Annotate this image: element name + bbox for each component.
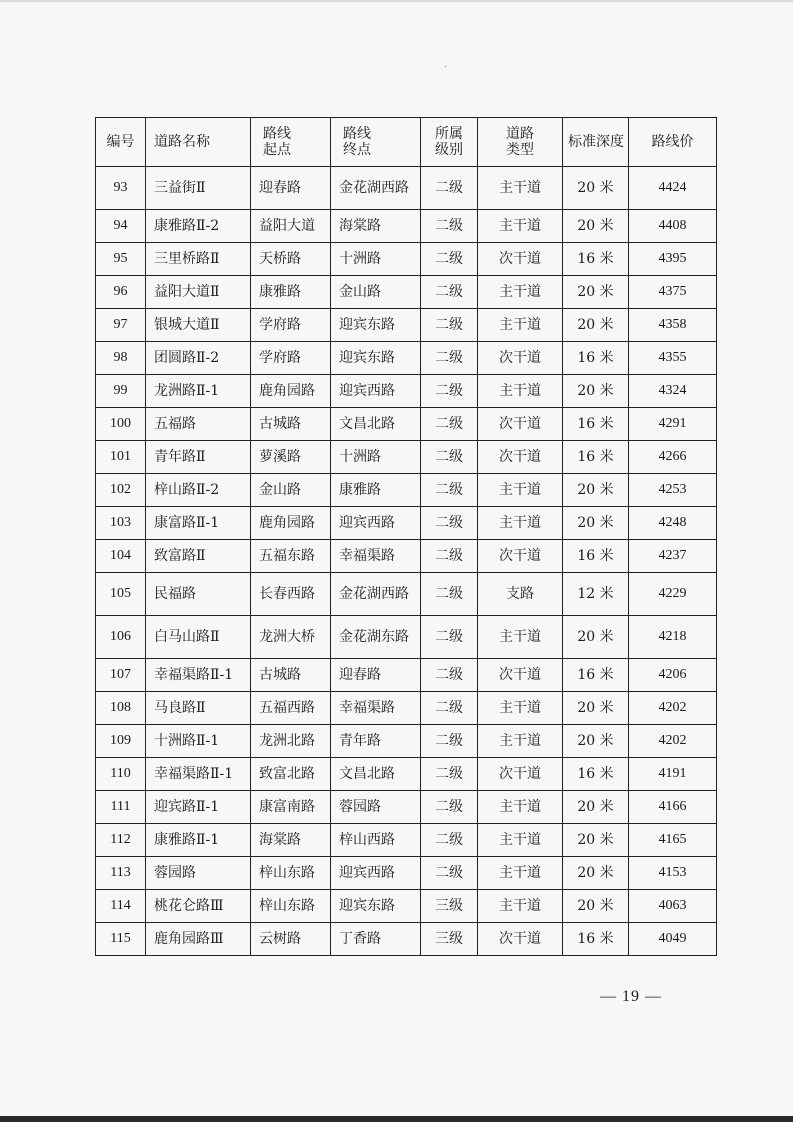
road-price-table [95,117,717,956]
table-row [96,243,717,276]
header-level-text: 所属级别 [435,126,463,158]
cell-standard-depth: 16 米 [563,758,629,791]
cell-number: 109 [96,725,146,758]
cell-number: 114 [96,890,146,923]
cell-level: 二级 [421,573,478,616]
cell-level: 二级 [421,824,478,857]
cell-start-point: 云树路 [251,923,331,956]
cell-route-price: 4166 [629,791,717,824]
cell-standard-depth: 20 米 [563,692,629,725]
cell-road-name: 十洲路Ⅱ-1 [146,725,251,758]
cell-start-point: 学府路 [251,309,331,342]
cell-start-point: 天桥路 [251,243,331,276]
cell-end-point: 文昌北路 [331,408,421,441]
cell-start-point: 古城路 [251,659,331,692]
cell-route-price: 4229 [629,573,717,616]
cell-level: 二级 [421,167,478,210]
table-row [96,725,717,758]
cell-road-name: 益阳大道Ⅱ [146,276,251,309]
cell-road-type: 主干道 [478,474,563,507]
cell-number: 95 [96,243,146,276]
cell-road-name: 鹿角园路Ⅲ [146,923,251,956]
table-row [96,408,717,441]
cell-road-type: 次干道 [478,408,563,441]
header-end-point [331,118,421,167]
table-row [96,692,717,725]
cell-end-point: 丁香路 [331,923,421,956]
cell-end-point: 迎宾东路 [331,890,421,923]
cell-start-point: 金山路 [251,474,331,507]
cell-end-point: 幸福渠路 [331,692,421,725]
cell-level: 二级 [421,791,478,824]
cell-standard-depth: 20 米 [563,309,629,342]
cell-level: 二级 [421,243,478,276]
cell-start-point: 古城路 [251,408,331,441]
cell-road-name: 梓山路Ⅱ-2 [146,474,251,507]
cell-route-price: 4408 [629,210,717,243]
cell-start-point: 五福东路 [251,540,331,573]
header-start-point [251,118,331,167]
cell-level: 二级 [421,725,478,758]
cell-level: 二级 [421,309,478,342]
cell-number: 101 [96,441,146,474]
cell-end-point: 迎宾东路 [331,342,421,375]
cell-road-name: 三益街Ⅱ [146,167,251,210]
cell-road-name: 幸福渠路Ⅱ-1 [146,758,251,791]
cell-standard-depth: 16 米 [563,243,629,276]
cell-road-name: 青年路Ⅱ [146,441,251,474]
cell-number: 97 [96,309,146,342]
cell-start-point: 海棠路 [251,824,331,857]
table-row [96,375,717,408]
cell-start-point: 康富南路 [251,791,331,824]
header-standard-depth-text: 标准深度 [568,134,624,150]
cell-route-price: 4266 [629,441,717,474]
header-road-type-text: 道路类型 [506,126,534,158]
cell-number: 115 [96,923,146,956]
cell-route-price: 4291 [629,408,717,441]
cell-level: 二级 [421,659,478,692]
cell-number: 108 [96,692,146,725]
cell-number: 100 [96,408,146,441]
road-price-table-container [95,117,716,956]
cell-start-point: 梓山东路 [251,890,331,923]
cell-standard-depth: 16 米 [563,540,629,573]
cell-road-type: 次干道 [478,243,563,276]
cell-road-type: 主干道 [478,210,563,243]
cell-number: 96 [96,276,146,309]
cell-route-price: 4191 [629,758,717,791]
cell-end-point: 迎宾西路 [331,857,421,890]
cell-standard-depth: 20 米 [563,507,629,540]
cell-number: 105 [96,573,146,616]
cell-standard-depth: 16 米 [563,408,629,441]
cell-end-point: 迎宾东路 [331,309,421,342]
cell-number: 94 [96,210,146,243]
cell-start-point: 梓山东路 [251,857,331,890]
cell-route-price: 4049 [629,923,717,956]
cell-standard-depth: 20 米 [563,890,629,923]
header-standard-depth [563,118,629,167]
cell-road-name: 民福路 [146,573,251,616]
table-row [96,616,717,659]
table-row [96,573,717,616]
table-row [96,824,717,857]
table-row [96,276,717,309]
cell-number: 103 [96,507,146,540]
cell-start-point: 鹿角园路 [251,375,331,408]
cell-end-point: 十洲路 [331,441,421,474]
scan-speck [445,66,446,67]
cell-end-point: 文昌北路 [331,758,421,791]
cell-level: 二级 [421,210,478,243]
cell-end-point: 迎宾西路 [331,507,421,540]
cell-standard-depth: 16 米 [563,342,629,375]
cell-road-name: 龙洲路Ⅱ-1 [146,375,251,408]
table-row [96,791,717,824]
header-start-point-text: 路线起点 [263,126,291,158]
cell-end-point: 金花湖东路 [331,616,421,659]
cell-road-name: 马良路Ⅱ [146,692,251,725]
cell-route-price: 4253 [629,474,717,507]
cell-level: 二级 [421,507,478,540]
cell-level: 二级 [421,441,478,474]
table-row [96,167,717,210]
cell-number: 93 [96,167,146,210]
cell-road-name: 蓉园路 [146,857,251,890]
cell-road-name: 团圆路Ⅱ-2 [146,342,251,375]
cell-end-point: 迎宾西路 [331,375,421,408]
cell-number: 104 [96,540,146,573]
cell-standard-depth: 16 米 [563,659,629,692]
page-edge-bottom [0,1116,793,1122]
cell-road-type: 次干道 [478,923,563,956]
cell-standard-depth: 12 米 [563,573,629,616]
cell-end-point: 金山路 [331,276,421,309]
cell-level: 二级 [421,758,478,791]
cell-number: 106 [96,616,146,659]
cell-road-type: 次干道 [478,342,563,375]
cell-standard-depth: 16 米 [563,923,629,956]
header-number: 编号 [96,118,146,167]
cell-standard-depth: 20 米 [563,474,629,507]
cell-road-name: 迎宾路Ⅱ-1 [146,791,251,824]
cell-number: 107 [96,659,146,692]
table-row [96,857,717,890]
cell-level: 二级 [421,692,478,725]
cell-route-price: 4424 [629,167,717,210]
cell-start-point: 鹿角园路 [251,507,331,540]
table-row [96,342,717,375]
cell-road-type: 主干道 [478,890,563,923]
cell-start-point: 迎春路 [251,167,331,210]
cell-route-price: 4358 [629,309,717,342]
cell-standard-depth: 20 米 [563,857,629,890]
cell-end-point: 青年路 [331,725,421,758]
cell-road-type: 主干道 [478,616,563,659]
table-row [96,540,717,573]
cell-start-point: 康雅路 [251,276,331,309]
cell-route-price: 4202 [629,725,717,758]
cell-level: 二级 [421,540,478,573]
cell-level: 三级 [421,923,478,956]
cell-route-price: 4395 [629,243,717,276]
table-row [96,210,717,243]
cell-road-type: 主干道 [478,791,563,824]
cell-road-type: 主干道 [478,857,563,890]
cell-road-name: 康雅路Ⅱ-2 [146,210,251,243]
cell-standard-depth: 20 米 [563,824,629,857]
cell-end-point: 梓山西路 [331,824,421,857]
header-level [421,118,478,167]
cell-start-point: 长春西路 [251,573,331,616]
page-edge-top [0,0,793,2]
cell-road-type: 主干道 [478,824,563,857]
cell-level: 二级 [421,857,478,890]
cell-end-point: 蓉园路 [331,791,421,824]
cell-start-point: 学府路 [251,342,331,375]
cell-start-point: 益阳大道 [251,210,331,243]
cell-road-type: 次干道 [478,540,563,573]
cell-route-price: 4355 [629,342,717,375]
cell-route-price: 4237 [629,540,717,573]
cell-number: 98 [96,342,146,375]
cell-road-type: 主干道 [478,375,563,408]
cell-level: 二级 [421,342,478,375]
cell-route-price: 4375 [629,276,717,309]
cell-road-name: 银城大道Ⅱ [146,309,251,342]
cell-standard-depth: 20 米 [563,210,629,243]
cell-level: 三级 [421,890,478,923]
cell-route-price: 4218 [629,616,717,659]
header-road-name: 道路名称 [146,118,251,167]
cell-start-point: 龙洲北路 [251,725,331,758]
cell-end-point: 幸福渠路 [331,540,421,573]
cell-level: 二级 [421,375,478,408]
cell-road-type: 次干道 [478,441,563,474]
cell-number: 110 [96,758,146,791]
header-end-point-text: 路线终点 [343,126,371,158]
page-number: — 19 — [600,988,662,1005]
cell-road-type: 次干道 [478,758,563,791]
cell-road-type: 支路 [478,573,563,616]
cell-end-point: 迎春路 [331,659,421,692]
cell-number: 113 [96,857,146,890]
cell-road-type: 主干道 [478,692,563,725]
cell-standard-depth: 20 米 [563,167,629,210]
cell-route-price: 4324 [629,375,717,408]
cell-route-price: 4153 [629,857,717,890]
cell-standard-depth: 20 米 [563,791,629,824]
cell-start-point: 萝溪路 [251,441,331,474]
cell-start-point: 致富北路 [251,758,331,791]
cell-road-type: 主干道 [478,725,563,758]
cell-number: 111 [96,791,146,824]
cell-road-name: 白马山路Ⅱ [146,616,251,659]
cell-route-price: 4165 [629,824,717,857]
cell-number: 112 [96,824,146,857]
cell-route-price: 4063 [629,890,717,923]
cell-road-name: 幸福渠路Ⅱ-1 [146,659,251,692]
cell-road-type: 主干道 [478,167,563,210]
table-row [96,474,717,507]
table-body [96,167,717,956]
cell-road-name: 三里桥路Ⅱ [146,243,251,276]
cell-road-type: 主干道 [478,276,563,309]
cell-end-point: 海棠路 [331,210,421,243]
cell-road-name: 五福路 [146,408,251,441]
cell-route-price: 4202 [629,692,717,725]
cell-route-price: 4248 [629,507,717,540]
cell-standard-depth: 20 米 [563,616,629,659]
cell-level: 二级 [421,474,478,507]
table-row [96,507,717,540]
cell-road-type: 主干道 [478,309,563,342]
cell-end-point: 金花湖西路 [331,167,421,210]
cell-start-point: 五福西路 [251,692,331,725]
table-row [96,309,717,342]
cell-road-name: 致富路Ⅱ [146,540,251,573]
table-header [96,118,717,167]
cell-route-price: 4206 [629,659,717,692]
header-road-type [478,118,563,167]
table-row [96,659,717,692]
cell-end-point: 康雅路 [331,474,421,507]
table-row [96,758,717,791]
cell-start-point: 龙洲大桥 [251,616,331,659]
table-row [96,923,717,956]
cell-road-name: 桃花仑路Ⅲ [146,890,251,923]
cell-level: 二级 [421,616,478,659]
cell-number: 102 [96,474,146,507]
cell-standard-depth: 20 米 [563,276,629,309]
cell-end-point: 十洲路 [331,243,421,276]
cell-road-type: 次干道 [478,659,563,692]
cell-level: 二级 [421,276,478,309]
cell-road-name: 康雅路Ⅱ-1 [146,824,251,857]
header-route-price: 路线价 [629,118,717,167]
cell-standard-depth: 20 米 [563,725,629,758]
cell-level: 二级 [421,408,478,441]
cell-end-point: 金花湖西路 [331,573,421,616]
table-row [96,441,717,474]
cell-standard-depth: 20 米 [563,375,629,408]
cell-road-type: 主干道 [478,507,563,540]
header-row [96,118,717,167]
table-row [96,890,717,923]
cell-standard-depth: 16 米 [563,441,629,474]
cell-road-name: 康富路Ⅱ-1 [146,507,251,540]
cell-number: 99 [96,375,146,408]
